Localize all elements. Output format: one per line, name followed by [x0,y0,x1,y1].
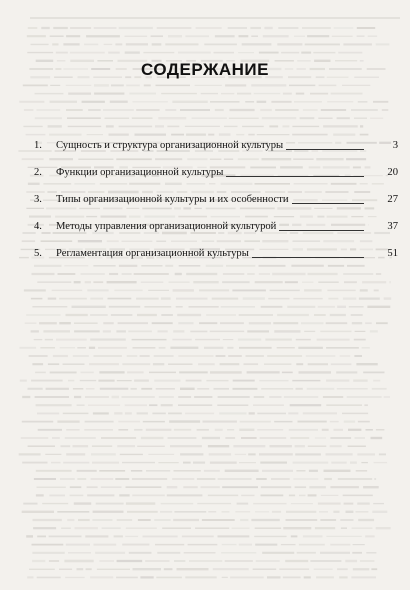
toc-entry-title: Методы управления организационной культурой [56,221,277,232]
toc-leader-line [226,176,364,177]
toc-entry-page: 51 [387,248,398,259]
toc-leader-line [292,203,364,204]
toc-entry[interactable] [34,125,400,152]
table-of-contents [34,125,400,260]
page-title: СОДЕРЖАНИЕ [141,60,269,79]
toc-entry-title: Регламентация организационной культуры [56,248,249,259]
toc-entry-number: 4. [34,221,42,232]
toc-entry-title: Сущность и структура организационной культуры [56,140,284,151]
toc-leader-line [286,149,364,150]
toc-leader-line [279,230,364,231]
toc-entry-page: 3 [392,140,398,151]
toc-entry[interactable] [34,152,400,179]
toc-entry-number: 2. [34,167,42,178]
toc-entry-title: Типы организационной культуры и их особенности [56,194,289,205]
toc-entry-title: Функции организационной культуры [56,167,224,178]
toc-entry-number: 5. [34,248,42,259]
toc-entry[interactable] [34,233,400,260]
toc-entry-page: 20 [387,167,398,178]
toc-entry[interactable] [34,206,400,233]
toc-entry[interactable] [34,179,400,206]
toc-entry-page: 37 [387,221,398,232]
toc-entry-number: 3. [34,194,42,205]
toc-leader-line [252,257,364,258]
toc-entry-page: 27 [387,194,398,205]
toc-entry-number: 1. [34,140,42,151]
